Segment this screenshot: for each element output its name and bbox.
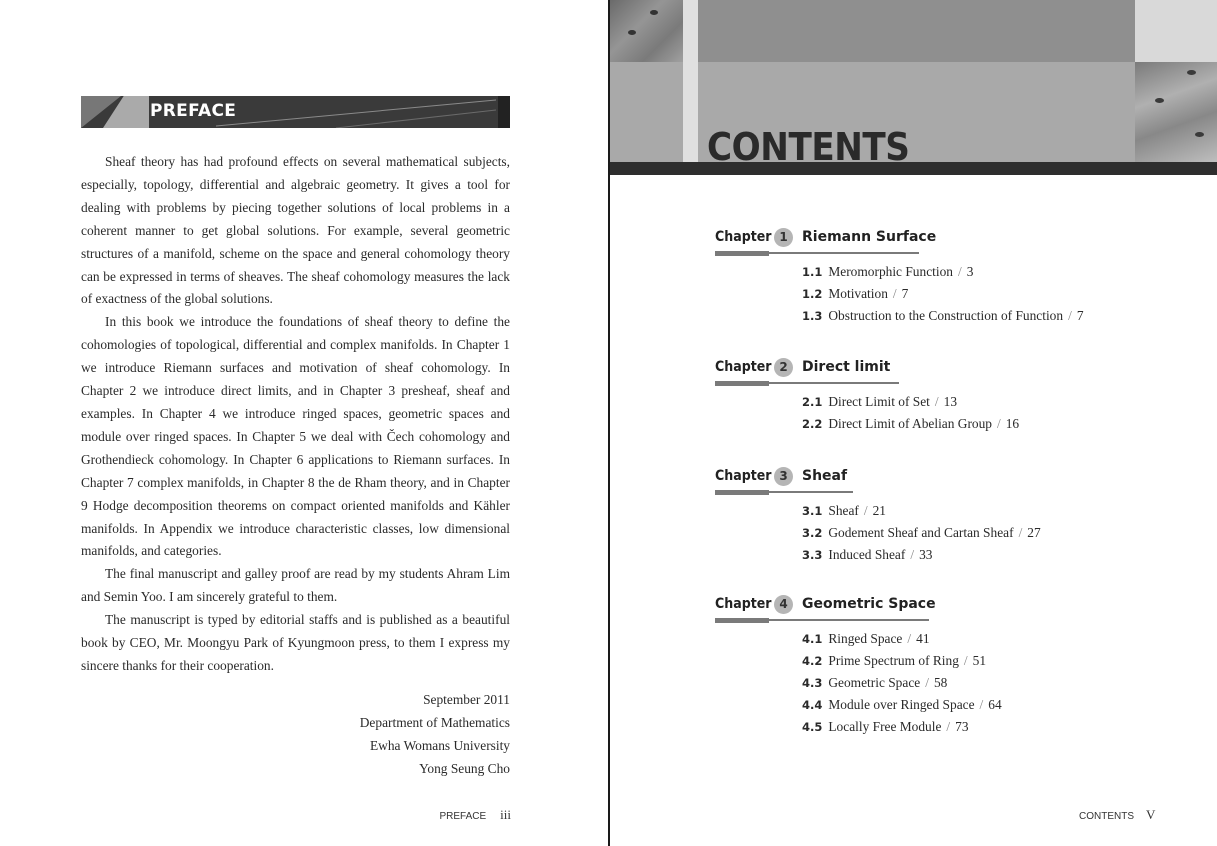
header-image-tile bbox=[610, 0, 683, 62]
section-entry[interactable]: 3.1 Sheaf / 21 bbox=[802, 503, 886, 518]
banner-decoration bbox=[216, 96, 496, 128]
section-entry[interactable]: 3.2 Godement Sheaf and Cartan Sheaf / 27 bbox=[802, 525, 1041, 540]
section-entry[interactable]: 1.1 Meromorphic Function / 3 bbox=[802, 264, 974, 279]
section-entry[interactable]: 3.3 Induced Sheaf / 33 bbox=[802, 547, 933, 562]
preface-signature bbox=[360, 688, 510, 780]
contents-title: CONTENTS bbox=[707, 125, 910, 169]
section-entry[interactable]: 2.2 Direct Limit of Abelian Group / 16 bbox=[802, 416, 1020, 431]
contents-header bbox=[610, 0, 1217, 175]
preface-paragraph: Sheaf theory has had profound effects on several mathematical subjects, especially, topology, differential and algebraic geometry. It gives a tool for dealing with problems by piecing together solutions of local problems in a coherent manner to get global solutions. For example, several geometric structures of a manifold, scheme on the space and general cohomology theory can be expressed in terms of sheaves. The sheaf cohomology measures the lack of exactness of the global solutions. bbox=[81, 154, 510, 307]
chapter-word: Chapter bbox=[715, 468, 772, 484]
chapter-title[interactable]: Sheaf bbox=[802, 468, 848, 484]
header-image-tile bbox=[1135, 62, 1217, 164]
chapter-number-badge: 3 bbox=[774, 467, 793, 486]
preface-banner bbox=[81, 96, 510, 128]
footer-label: PREFACE bbox=[439, 811, 487, 822]
chapter-entry[interactable] bbox=[715, 463, 1165, 566]
chapter-number-badge: 1 bbox=[774, 228, 793, 247]
chapter-underline bbox=[715, 251, 1165, 257]
preface-paragraph: The manuscript is typed by editorial staffs and is published as a beautiful book by CEO, Mr. Moongyu Park of Kyungmoon press, to them I express my sincere thanks for their cooperation. bbox=[81, 612, 510, 673]
preface-body bbox=[81, 151, 510, 678]
chapter-word: Chapter bbox=[715, 359, 772, 375]
footer-label: CONTENTS bbox=[1079, 811, 1134, 822]
section-entry[interactable]: 1.3 Obstruction to the Construction of Function / 7 bbox=[802, 308, 1084, 323]
chapter-underline bbox=[715, 618, 1165, 624]
preface-paragraph: In this book we introduce the foundations of sheaf theory to define the cohomologies of topological, differential and complex manifolds. In Chapter 1 we introduce Riemann surfaces and motivation of sheaf cohomology. In Chapter 2 we introduce direct limits, and in Chapter 3 presheaf, sheaf and examples. In Chapter 4 we introduce ringed spaces, geometric spaces and module over ringed spaces. In Chapter 5 we deal with Čech cohomology and Grothendieck cohomology. In Chapter 6 applications to Riemann surfaces. In Chapter 7 complex manifolds, in Chapter 8 the de Rham theory, and in Chapter 9 Hodge decomposition theorems on compact oriented manifolds and Kähler manifolds. In Appendix we introduce characteristic classes, low dimensional manifolds, and categories. bbox=[81, 314, 510, 559]
signature-date: September 2011 bbox=[423, 692, 510, 707]
section-entry[interactable]: 4.5 Locally Free Module / 73 bbox=[802, 719, 969, 734]
footer-page-number: iii bbox=[500, 807, 511, 822]
section-entry[interactable]: 4.4 Module over Ringed Space / 64 bbox=[802, 697, 1002, 712]
chapter-word: Chapter bbox=[715, 229, 772, 245]
preface-footer bbox=[439, 807, 511, 823]
signature-author: Yong Seung Cho bbox=[419, 761, 510, 776]
chapter-underline bbox=[715, 381, 1165, 387]
chapter-title[interactable]: Geometric Space bbox=[802, 596, 936, 612]
signature-university: Ewha Womans University bbox=[370, 738, 510, 753]
contents-page bbox=[610, 0, 1217, 846]
chapter-entry[interactable] bbox=[715, 224, 1165, 327]
chapter-entry[interactable] bbox=[715, 354, 1165, 435]
chapter-entry[interactable] bbox=[715, 591, 1165, 738]
chapter-title[interactable]: Riemann Surface bbox=[802, 229, 937, 245]
chapter-title[interactable]: Direct limit bbox=[802, 359, 891, 375]
contents-footer bbox=[1079, 807, 1155, 823]
chapter-word: Chapter bbox=[715, 596, 772, 612]
preface-paragraph: The final manuscript and galley proof are read by my students Ahram Lim and Semin Yoo. I am sincerely grateful to them. bbox=[81, 566, 510, 605]
section-entry[interactable]: 1.2 Motivation / 7 bbox=[802, 286, 909, 301]
section-entry[interactable]: 4.1 Ringed Space / 41 bbox=[802, 631, 930, 646]
preface-title: PREFACE bbox=[150, 101, 237, 121]
section-entry[interactable]: 2.1 Direct Limit of Set / 13 bbox=[802, 394, 958, 409]
section-entry[interactable]: 4.3 Geometric Space / 58 bbox=[802, 675, 948, 690]
chapter-underline bbox=[715, 490, 1165, 496]
chapter-number-badge: 2 bbox=[774, 358, 793, 377]
signature-department: Department of Mathematics bbox=[359, 715, 510, 730]
footer-page-number: V bbox=[1146, 807, 1156, 822]
section-entry[interactable]: 4.2 Prime Spectrum of Ring / 51 bbox=[802, 653, 987, 668]
chapter-number-badge: 4 bbox=[774, 595, 793, 614]
